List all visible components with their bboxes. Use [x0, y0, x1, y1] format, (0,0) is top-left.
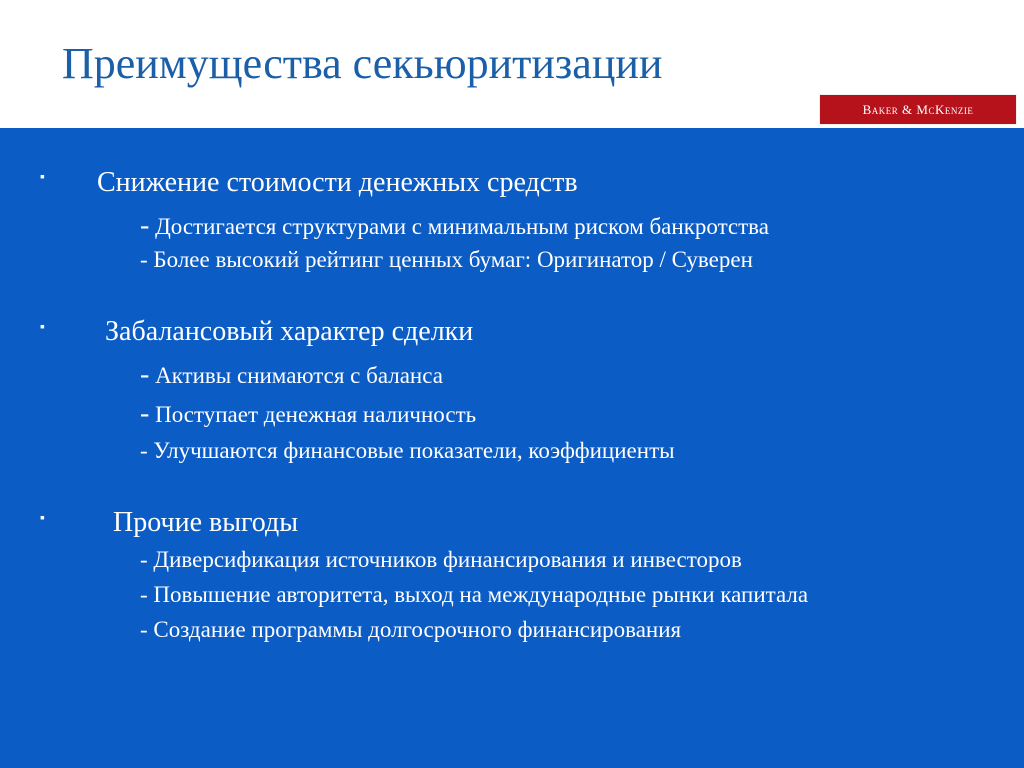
dash-marker: - [140, 398, 150, 429]
bullet-icon: ▪ [40, 320, 45, 335]
list-item-text: Более высокий рейтинг ценных бумаг: Оригинатор / Суверен [153, 247, 753, 272]
content-panel [0, 128, 1024, 768]
list-item [140, 583, 808, 606]
dash-marker: - [140, 582, 148, 607]
list-item [140, 548, 742, 571]
list-item [140, 400, 476, 428]
dash-marker: - [140, 210, 150, 241]
list-item-text: Улучшаются финансовые показатели, коэффициенты [153, 438, 675, 463]
list-item-text: Создание программы долгосрочного финансирования [153, 617, 682, 642]
dash-marker: - [140, 438, 148, 463]
brand-logo: Baker & McKenzie [819, 94, 1017, 125]
list-item-text: Диверсификация источников финансирования и инвесторов [153, 547, 742, 572]
list-item-text: Повышение авторитета, выход на международные рынки капитала [153, 582, 809, 607]
bullet-icon: ▪ [40, 170, 45, 185]
list-item-text: Поступает денежная наличность [155, 402, 477, 427]
list-item [140, 361, 443, 389]
slide-title: Преимущества секьюритизации [62, 39, 663, 88]
bullet-icon: ▪ [40, 511, 45, 526]
section-heading: Снижение стоимости денежных средств [97, 167, 578, 198]
slide-header [0, 0, 1024, 128]
section-heading: Забалансовый характер сделки [105, 316, 474, 347]
list-item [140, 248, 753, 271]
list-item-text: Активы снимаются с баланса [155, 363, 443, 388]
dash-marker: - [140, 617, 148, 642]
dash-marker: - [140, 359, 150, 390]
list-item [140, 618, 681, 641]
list-item-text: Достигается структурами с минимальным риском банкротства [155, 214, 769, 239]
dash-marker: - [140, 247, 148, 272]
section-heading: Прочие выгоды [113, 507, 299, 538]
dash-marker: - [140, 547, 148, 572]
list-item [140, 212, 769, 240]
list-item [140, 439, 675, 462]
